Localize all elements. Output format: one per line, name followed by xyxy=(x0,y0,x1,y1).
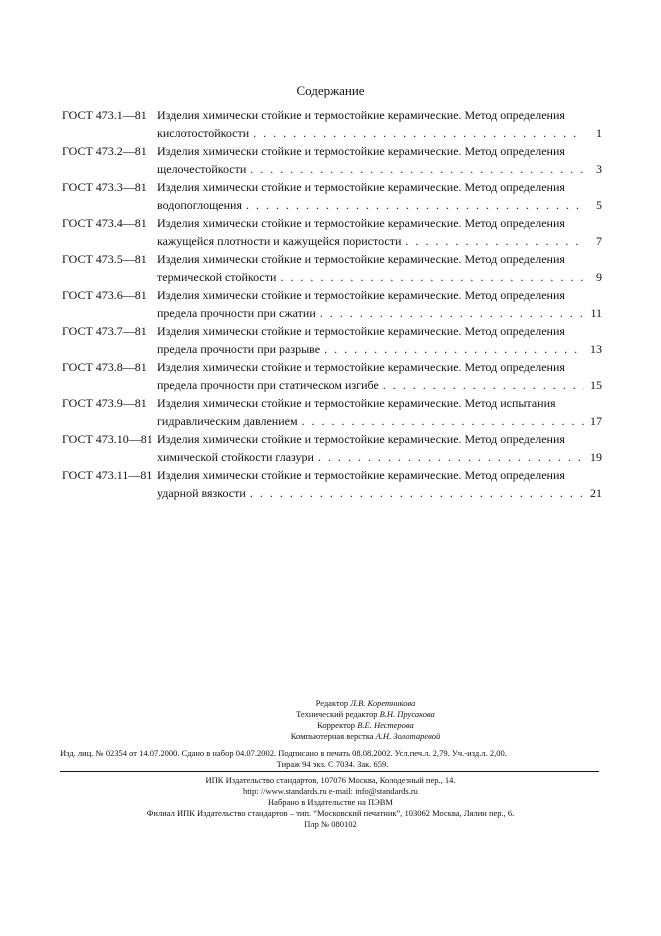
toc-entry xyxy=(62,432,602,468)
toc-entry xyxy=(62,108,602,144)
publication-info xyxy=(60,748,605,770)
pubinfo-line: Изд. лиц. № 02354 от 14.07.2000. Сдано в набор 04.07.2002. Подписано в печать 08.08.2002. Усл.печ.л. 2,79. Уч.-изд.л. 2,00. xyxy=(60,748,507,758)
toc-entry xyxy=(62,288,602,324)
toc-entry-subtitle-row xyxy=(157,342,602,357)
toc-entry xyxy=(62,252,602,288)
page-title: Содержание xyxy=(296,83,365,98)
toc-entry-title: Изделия химически стойкие и термостойкие керамические. Метод определения xyxy=(157,468,565,482)
footer-line: Набрано в Издательстве на ПЭВМ xyxy=(268,797,393,807)
toc-entry xyxy=(62,360,602,396)
table-of-contents xyxy=(62,108,602,504)
publisher-footer xyxy=(0,775,661,830)
credit-label: Компьютерная верстка xyxy=(290,731,374,741)
gost-number: ГОСТ 473.10—81 xyxy=(62,432,153,446)
page-number: 17 xyxy=(590,414,602,428)
toc-entry xyxy=(62,144,602,180)
toc-entry-subtitle: термической стойкости xyxy=(157,270,277,284)
page-number: 21 xyxy=(590,486,602,500)
toc-entry xyxy=(62,396,602,432)
dot-leader xyxy=(383,378,584,393)
credit-label: Корректор xyxy=(317,720,356,730)
toc-entry-subtitle-row xyxy=(157,126,602,141)
toc-entry-subtitle-row xyxy=(157,234,602,249)
credit-editor xyxy=(70,698,661,709)
dot-leader xyxy=(302,414,584,429)
toc-entry-title: Изделия химически стойкие и термостойкие керамические. Метод определения xyxy=(157,252,565,266)
page-number: 19 xyxy=(590,450,602,464)
toc-entry-title: Изделия химически стойкие и термостойкие керамические. Метод определения xyxy=(157,432,565,446)
gost-number: ГОСТ 473.11—81 xyxy=(62,468,153,482)
toc-entry-subtitle-row xyxy=(157,306,602,321)
toc-entry-subtitle: водопоглощения xyxy=(157,198,242,212)
page-number: 5 xyxy=(596,198,602,212)
toc-entry-subtitle: предела прочности при сжатии xyxy=(157,306,316,320)
credit-label: Технический редактор xyxy=(296,709,378,719)
toc-entry-subtitle: кажущейся плотности и кажущейся пористости xyxy=(157,234,402,248)
toc-entry-subtitle: химической стойкости глазури xyxy=(157,450,314,464)
toc-entry xyxy=(62,324,602,360)
page-number: 13 xyxy=(590,342,602,356)
gost-number: ГОСТ 473.1—81 xyxy=(62,108,147,122)
gost-number: ГОСТ 473.4—81 xyxy=(62,216,147,230)
dot-leader xyxy=(324,342,584,357)
dot-leader xyxy=(405,234,584,249)
dot-leader xyxy=(253,126,584,141)
toc-entry-subtitle-row xyxy=(157,414,602,429)
page-number: 15 xyxy=(590,378,602,392)
toc-entry-title: Изделия химически стойкие и термостойкие керамические. Метод определения xyxy=(157,288,565,302)
divider xyxy=(60,771,599,772)
toc-entry xyxy=(62,468,602,504)
credit-corrector xyxy=(70,720,661,731)
dot-leader xyxy=(250,162,584,177)
toc-entry-subtitle-row xyxy=(157,486,602,501)
toc-entry-title: Изделия химически стойкие и термостойкие керамические. Метод определения xyxy=(157,108,565,122)
toc-entry-title: Изделия химически стойкие и термостойкие керамические. Метод определения xyxy=(157,144,565,158)
toc-entry-subtitle: предела прочности при статическом изгибе xyxy=(157,378,379,392)
credit-layout xyxy=(70,731,661,742)
pubinfo-line: Тираж 94 экз. С 7034. Зак. 659. xyxy=(276,759,389,769)
page-number: 11 xyxy=(590,306,602,320)
toc-entry xyxy=(62,180,602,216)
footer-line: http: //www.standards.ru e-mail: info@standards.ru xyxy=(243,786,418,796)
toc-entry-title: Изделия химически стойкие и термостойкие керамические. Метод определения xyxy=(157,324,565,338)
toc-entry-subtitle-row xyxy=(157,378,602,393)
toc-entry-title: Изделия химически стойкие и термостойкие керамические. Метод определения xyxy=(157,216,565,230)
footer-line: Плр № 080102 xyxy=(304,819,357,829)
toc-entry-subtitle: предела прочности при разрыве xyxy=(157,342,321,356)
toc-entry-subtitle: ударной вязкости xyxy=(157,486,246,500)
gost-number: ГОСТ 473.9—81 xyxy=(62,396,147,410)
credit-person: А.Н. Золотаревой xyxy=(375,731,441,741)
credit-person: В.Е. Нестерова xyxy=(357,720,414,730)
toc-entry-subtitle-row xyxy=(157,162,602,177)
dot-leader xyxy=(246,198,584,213)
gost-number: ГОСТ 473.7—81 xyxy=(62,324,147,338)
toc-entry-title: Изделия химически стойкие и термостойкие керамические. Метод испытания xyxy=(157,396,556,410)
gost-number: ГОСТ 473.2—81 xyxy=(62,144,147,158)
dot-leader xyxy=(250,486,584,501)
page-number: 1 xyxy=(596,126,602,140)
toc-entry xyxy=(62,216,602,252)
footer-line: ИПК Издательство стандартов, 107076 Москва, Колодезный пер., 14. xyxy=(205,775,456,785)
gost-number: ГОСТ 473.8—81 xyxy=(62,360,147,374)
credit-person: В.Н. Прусакова xyxy=(379,709,435,719)
toc-entry-subtitle-row xyxy=(157,270,602,285)
toc-entry-subtitle: кислотостойкости xyxy=(157,126,250,140)
footer-line: Филиал ИПК Издательство стандартов – тип. “Московский печатник”, 103062 Москва, Лялин пер., 6. xyxy=(146,808,515,818)
dot-leader xyxy=(280,270,584,285)
toc-entry-subtitle: щелочестойкости xyxy=(157,162,247,176)
credit-person: Л.В. Коретникова xyxy=(350,698,416,708)
gost-number: ГОСТ 473.5—81 xyxy=(62,252,147,266)
page-number: 3 xyxy=(596,162,602,176)
page-number: 7 xyxy=(596,234,602,248)
credit-tech-editor xyxy=(70,709,661,720)
toc-entry-subtitle-row xyxy=(157,198,602,213)
toc-entry-title: Изделия химически стойкие и термостойкие керамические. Метод определения xyxy=(157,360,565,374)
toc-entry-title: Изделия химически стойкие и термостойкие керамические. Метод определения xyxy=(157,180,565,194)
gost-number: ГОСТ 473.6—81 xyxy=(62,288,147,302)
credit-label: Редактор xyxy=(315,698,349,708)
dot-leader xyxy=(318,450,584,465)
dot-leader xyxy=(320,306,584,321)
page-number: 9 xyxy=(596,270,602,284)
credits-block xyxy=(0,698,661,742)
gost-number: ГОСТ 473.3—81 xyxy=(62,180,147,194)
toc-entry-subtitle: гидравлическим давлением xyxy=(157,414,298,428)
toc-entry-subtitle-row xyxy=(157,450,602,465)
